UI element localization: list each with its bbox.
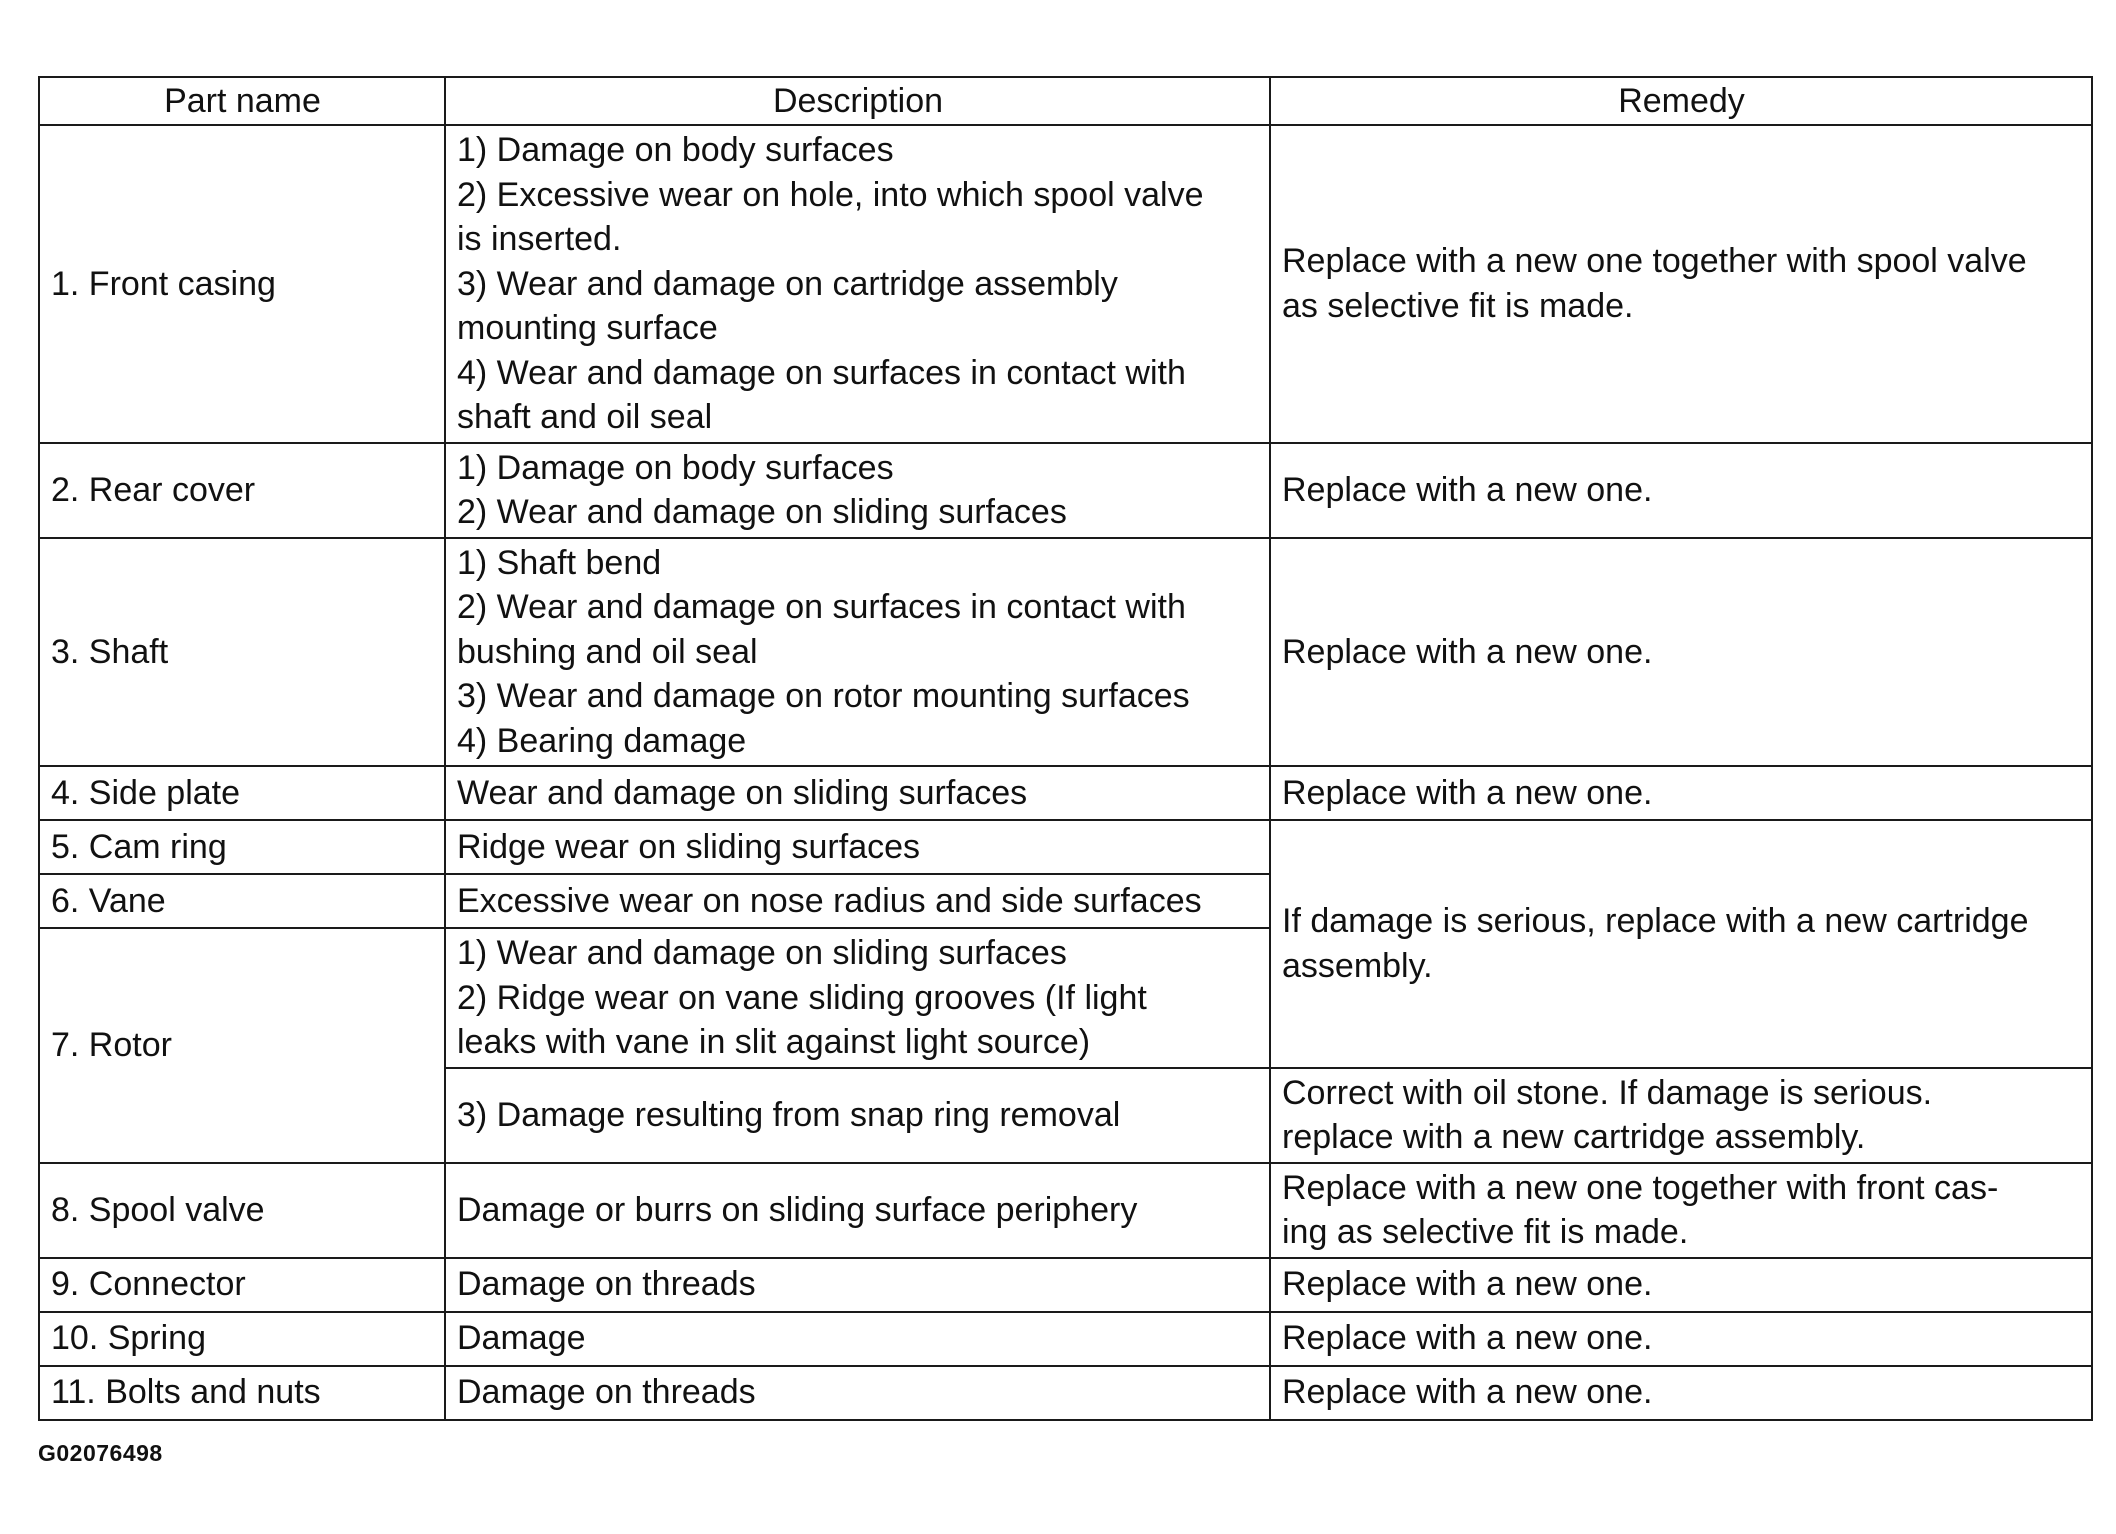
- description-line: Damage: [457, 1319, 586, 1358]
- remedy-cell: [1270, 1163, 2092, 1258]
- description-line: 1) Damage on body surfaces: [457, 131, 894, 169]
- remedy-line: Replace with a new one together with front cas-: [1282, 1168, 1999, 1207]
- part-name-cell: 5. Cam ring: [39, 820, 445, 874]
- description-line: Damage on threads: [457, 1265, 756, 1304]
- remedy-line: replace with a new cartridge assembly.: [1282, 1118, 1866, 1156]
- description-line: Damage or burrs on sliding surface periphery: [457, 1190, 1138, 1229]
- remedy-cell: [1270, 1312, 2092, 1366]
- table-row: [39, 1366, 2092, 1420]
- remedy-cell: [1270, 1366, 2092, 1420]
- remedy-line: Replace with a new one.: [1282, 1373, 1653, 1412]
- header-part-name: Part name: [39, 77, 445, 125]
- part-name-cell: 4. Side plate: [39, 766, 445, 820]
- description-cell: [445, 1163, 1270, 1258]
- description-line: 2) Wear and damage on surfaces in contact with: [457, 588, 1186, 626]
- table-row: [39, 766, 2092, 820]
- remedy-line: as selective fit is made.: [1282, 286, 1634, 325]
- description-line: is inserted.: [457, 220, 622, 258]
- remedy-cell: [1270, 443, 2092, 538]
- part-name-cell: 6. Vane: [39, 874, 445, 928]
- part-name-cell: 3. Shaft: [39, 538, 445, 767]
- part-name-cell: 7. Rotor: [39, 928, 445, 1163]
- description-cell: [445, 766, 1270, 820]
- remedy-cell: [1270, 538, 2092, 767]
- remedy-line: Replace with a new one.: [1282, 470, 1653, 509]
- description-line: 2) Excessive wear on hole, into which spool valve: [457, 175, 1204, 214]
- description-line: 4) Wear and damage on surfaces in contact with: [457, 353, 1186, 392]
- part-name-cell: 9. Connector: [39, 1258, 445, 1312]
- description-line: bushing and oil seal: [457, 632, 758, 671]
- description-line: Wear and damage on sliding surfaces: [457, 773, 1028, 812]
- description-cell: [445, 125, 1270, 443]
- description-line: 3) Damage resulting from snap ring removal: [457, 1095, 1121, 1134]
- description-cell: [445, 1366, 1270, 1420]
- inspection-table: [38, 76, 2093, 1421]
- description-line: 1) Damage on body surfaces: [457, 448, 894, 487]
- description-line: 2) Wear and damage on sliding surfaces: [457, 493, 1067, 531]
- table-row: [39, 443, 2092, 538]
- description-cell: [445, 928, 1270, 1068]
- description-line: shaft and oil seal: [457, 398, 713, 436]
- description-cell: [445, 1312, 1270, 1366]
- description-cell: [445, 1068, 1270, 1163]
- description-cell: [445, 538, 1270, 767]
- remedy-line: Correct with oil stone. If damage is serious.: [1282, 1073, 1933, 1112]
- description-line: mounting surface: [457, 309, 718, 347]
- remedy-cell: [1270, 766, 2092, 820]
- part-name-cell: 1. Front casing: [39, 125, 445, 443]
- description-line: Damage on threads: [457, 1373, 756, 1412]
- description-line: 1) Wear and damage on sliding surfaces: [457, 934, 1067, 972]
- remedy-cell: [1270, 1258, 2092, 1312]
- remedy-line: Replace with a new one.: [1282, 773, 1653, 812]
- remedy-line: Replace with a new one.: [1282, 1319, 1653, 1358]
- part-name-cell: 2. Rear cover: [39, 443, 445, 538]
- remedy-cell: [1270, 125, 2092, 443]
- table-header-row: [39, 77, 2092, 125]
- description-line: 3) Wear and damage on cartridge assembly: [457, 264, 1118, 303]
- part-name-cell: 11. Bolts and nuts: [39, 1366, 445, 1420]
- description-line: 1) Shaft bend: [457, 543, 662, 582]
- figure-id-label: G02076498: [38, 1440, 163, 1466]
- table-row: [39, 1163, 2092, 1258]
- description-cell: [445, 874, 1270, 928]
- remedy-line: ing as selective fit is made.: [1282, 1213, 1689, 1251]
- header-description: Description: [445, 77, 1270, 125]
- remedy-cell: [1270, 1068, 2092, 1163]
- remedy-line: Replace with a new one together with spool valve: [1282, 242, 2027, 281]
- merged-remedy-cell: [1270, 820, 2092, 1068]
- remedy-line: If damage is serious, replace with a new cartridge: [1282, 902, 2029, 941]
- table-row: [39, 820, 2092, 874]
- part-name-cell: 10. Spring: [39, 1312, 445, 1366]
- remedy-line: Replace with a new one.: [1282, 1265, 1653, 1304]
- description-cell: [445, 1258, 1270, 1312]
- description-line: leaks with vane in slit against light source): [457, 1023, 1091, 1061]
- part-name-cell: 8. Spool valve: [39, 1163, 445, 1258]
- remedy-line: assembly.: [1282, 946, 1433, 985]
- remedy-line: Replace with a new one.: [1282, 632, 1653, 671]
- description-line: Ridge wear on sliding surfaces: [457, 827, 921, 866]
- header-remedy: Remedy: [1270, 77, 2092, 125]
- table-row: [39, 125, 2092, 443]
- table-row: [39, 1312, 2092, 1366]
- description-line: 3) Wear and damage on rotor mounting surfaces: [457, 677, 1190, 715]
- table-row: [39, 538, 2092, 767]
- table-row: [39, 1258, 2092, 1312]
- description-line: 2) Ridge wear on vane sliding grooves (If light: [457, 978, 1147, 1017]
- description-cell: [445, 443, 1270, 538]
- inspection-sheet: [38, 76, 2091, 1421]
- description-line: Excessive wear on nose radius and side surfaces: [457, 881, 1202, 920]
- description-cell: [445, 820, 1270, 874]
- description-line: 4) Bearing damage: [457, 721, 747, 760]
